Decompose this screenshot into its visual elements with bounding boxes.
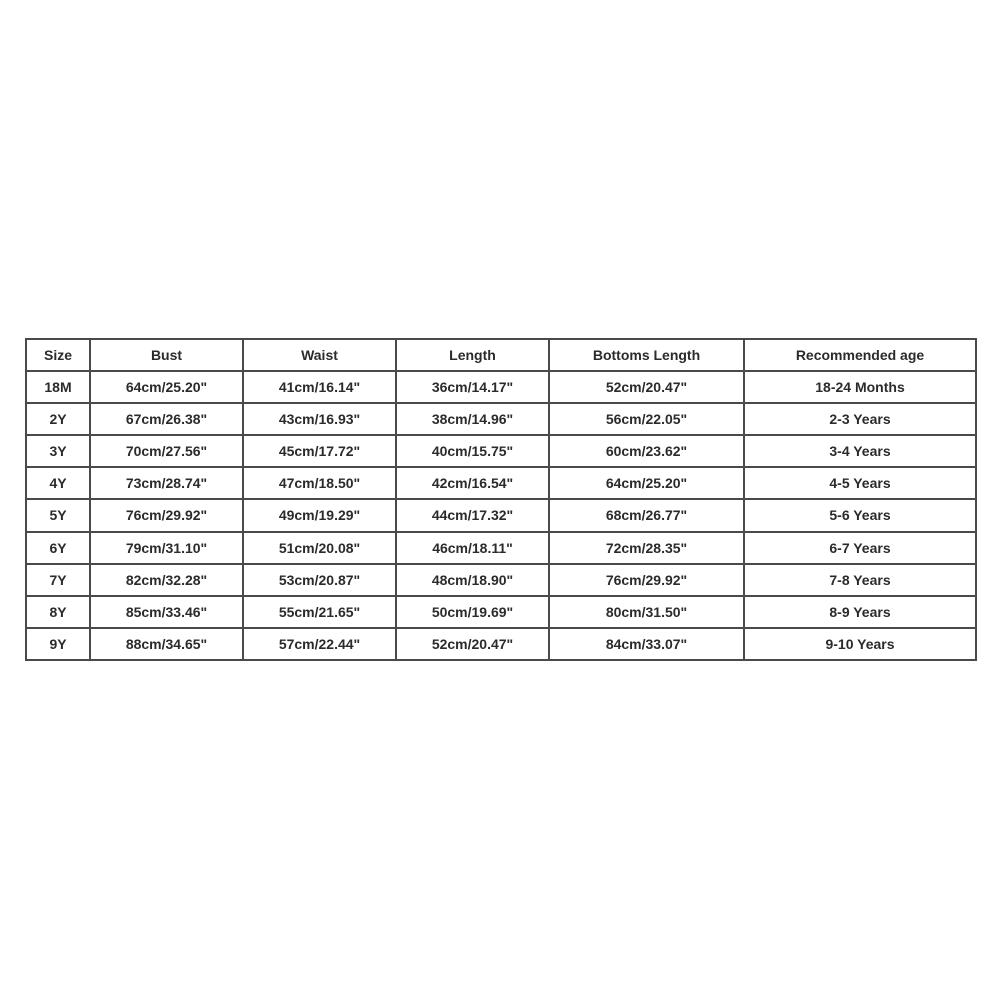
length-cell: 42cm/16.54" — [396, 467, 549, 499]
recommended-age-cell: 7-8 Years — [744, 564, 976, 596]
size-cell: 4Y — [26, 467, 90, 499]
column-header-recommended-age: Recommended age — [744, 339, 976, 371]
header-row — [26, 339, 976, 371]
length-cell: 50cm/19.69" — [396, 596, 549, 628]
table-row — [26, 596, 976, 628]
waist-cell: 47cm/18.50" — [243, 467, 396, 499]
column-header-bust: Bust — [90, 339, 243, 371]
table-row — [26, 467, 976, 499]
waist-cell: 49cm/19.29" — [243, 499, 396, 531]
size-cell: 8Y — [26, 596, 90, 628]
waist-cell: 57cm/22.44" — [243, 628, 396, 660]
waist-cell: 43cm/16.93" — [243, 403, 396, 435]
length-cell: 46cm/18.11" — [396, 532, 549, 564]
length-cell: 48cm/18.90" — [396, 564, 549, 596]
bust-cell: 82cm/32.28" — [90, 564, 243, 596]
length-cell: 52cm/20.47" — [396, 628, 549, 660]
waist-cell: 45cm/17.72" — [243, 435, 396, 467]
table-row — [26, 435, 976, 467]
waist-cell: 51cm/20.08" — [243, 532, 396, 564]
length-cell: 38cm/14.96" — [396, 403, 549, 435]
size-cell: 18M — [26, 371, 90, 403]
recommended-age-cell: 4-5 Years — [744, 467, 976, 499]
bottoms-length-cell: 76cm/29.92" — [549, 564, 744, 596]
recommended-age-cell: 8-9 Years — [744, 596, 976, 628]
column-header-length: Length — [396, 339, 549, 371]
recommended-age-cell: 3-4 Years — [744, 435, 976, 467]
recommended-age-cell: 6-7 Years — [744, 532, 976, 564]
size-cell: 9Y — [26, 628, 90, 660]
bust-cell: 79cm/31.10" — [90, 532, 243, 564]
column-header-waist: Waist — [243, 339, 396, 371]
recommended-age-cell: 5-6 Years — [744, 499, 976, 531]
bust-cell: 88cm/34.65" — [90, 628, 243, 660]
bust-cell: 64cm/25.20" — [90, 371, 243, 403]
table-row — [26, 532, 976, 564]
bottoms-length-cell: 84cm/33.07" — [549, 628, 744, 660]
recommended-age-cell: 9-10 Years — [744, 628, 976, 660]
recommended-age-cell: 18-24 Months — [744, 371, 976, 403]
bottoms-length-cell: 68cm/26.77" — [549, 499, 744, 531]
length-cell: 40cm/15.75" — [396, 435, 549, 467]
table-row — [26, 403, 976, 435]
length-cell: 36cm/14.17" — [396, 371, 549, 403]
bust-cell: 67cm/26.38" — [90, 403, 243, 435]
bottoms-length-cell: 52cm/20.47" — [549, 371, 744, 403]
bust-cell: 70cm/27.56" — [90, 435, 243, 467]
size-cell: 5Y — [26, 499, 90, 531]
recommended-age-cell: 2-3 Years — [744, 403, 976, 435]
length-cell: 44cm/17.32" — [396, 499, 549, 531]
column-header-bottoms-length: Bottoms Length — [549, 339, 744, 371]
bottoms-length-cell: 64cm/25.20" — [549, 467, 744, 499]
size-cell: 3Y — [26, 435, 90, 467]
waist-cell: 53cm/20.87" — [243, 564, 396, 596]
bust-cell: 73cm/28.74" — [90, 467, 243, 499]
waist-cell: 55cm/21.65" — [243, 596, 396, 628]
bottoms-length-cell: 80cm/31.50" — [549, 596, 744, 628]
table-row — [26, 499, 976, 531]
size-chart-table — [25, 338, 977, 661]
bust-cell: 85cm/33.46" — [90, 596, 243, 628]
size-cell: 6Y — [26, 532, 90, 564]
size-cell: 7Y — [26, 564, 90, 596]
column-header-size: Size — [26, 339, 90, 371]
waist-cell: 41cm/16.14" — [243, 371, 396, 403]
bottoms-length-cell: 60cm/23.62" — [549, 435, 744, 467]
table-row — [26, 564, 976, 596]
table-row — [26, 371, 976, 403]
size-cell: 2Y — [26, 403, 90, 435]
table-row — [26, 628, 976, 660]
bottoms-length-cell: 72cm/28.35" — [549, 532, 744, 564]
bottoms-length-cell: 56cm/22.05" — [549, 403, 744, 435]
bust-cell: 76cm/29.92" — [90, 499, 243, 531]
